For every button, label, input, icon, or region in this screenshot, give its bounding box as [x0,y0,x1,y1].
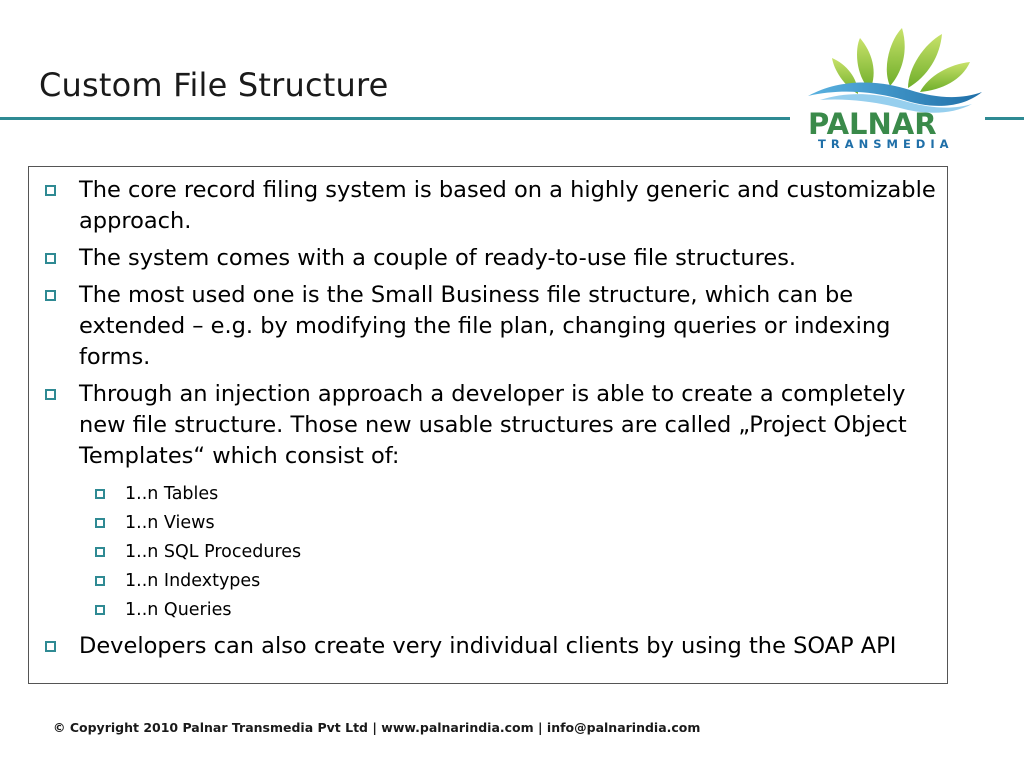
leaf-logo-icon [800,20,990,155]
bullet-list [29,167,947,662]
list-item-text: The most used one is the Small Business file structure, which can be extended – e.g. by modifying the file plan, changing queries or indexing forms. [79,282,891,370]
square-bullet-icon [45,253,56,264]
list-item-text: The system comes with a couple of ready-to-use file structures. [79,245,797,271]
list-item [41,631,937,662]
square-bullet-icon [95,489,105,499]
square-bullet-icon [45,389,56,400]
square-bullet-icon [95,547,105,557]
square-bullet-icon [45,641,56,652]
sub-list-item [41,538,937,567]
copyright-footer: © Copyright 2010 Palnar Transmedia Pvt Ltd | www.palnarindia.com | info@palnarindia.com [53,720,701,735]
sub-list-item-text: 1..n Tables [125,484,219,504]
sub-bullet-list [79,480,937,625]
sub-list-item [41,509,937,538]
sub-list-item [41,480,937,509]
list-item-text: Developers can also create very individual clients by using the SOAP API [79,633,897,659]
square-bullet-icon [45,290,56,301]
list-item [41,243,937,274]
sub-list-item-text: 1..n Views [125,513,215,533]
list-item [41,175,937,237]
content-box [28,166,948,684]
svg-text:PALNAR: PALNAR [808,107,937,141]
sub-list-item-text: 1..n Indextypes [125,571,261,591]
title-divider-line-right [985,117,1024,120]
list-item-text: Through an injection approach a developer is able to create a completely new file structure. Those new usable structures are called „Project Object Templates“ which consist of: [79,381,907,469]
list-item [41,280,937,373]
company-logo [800,20,990,155]
square-bullet-icon [95,605,105,615]
title-divider-line [0,117,790,120]
slide-title: Custom File Structure [39,66,389,104]
square-bullet-icon [95,518,105,528]
square-bullet-icon [95,576,105,586]
sub-list-item-text: 1..n Queries [125,600,232,620]
sub-list-item [41,567,937,596]
sub-list-item [41,596,937,625]
list-item [41,379,937,625]
svg-text:TRANSMEDIA: TRANSMEDIA [818,137,954,151]
sub-list-item-text: 1..n SQL Procedures [125,542,302,562]
list-item-text: The core record filing system is based on a highly generic and customizable approach. [79,177,936,234]
square-bullet-icon [45,185,56,196]
